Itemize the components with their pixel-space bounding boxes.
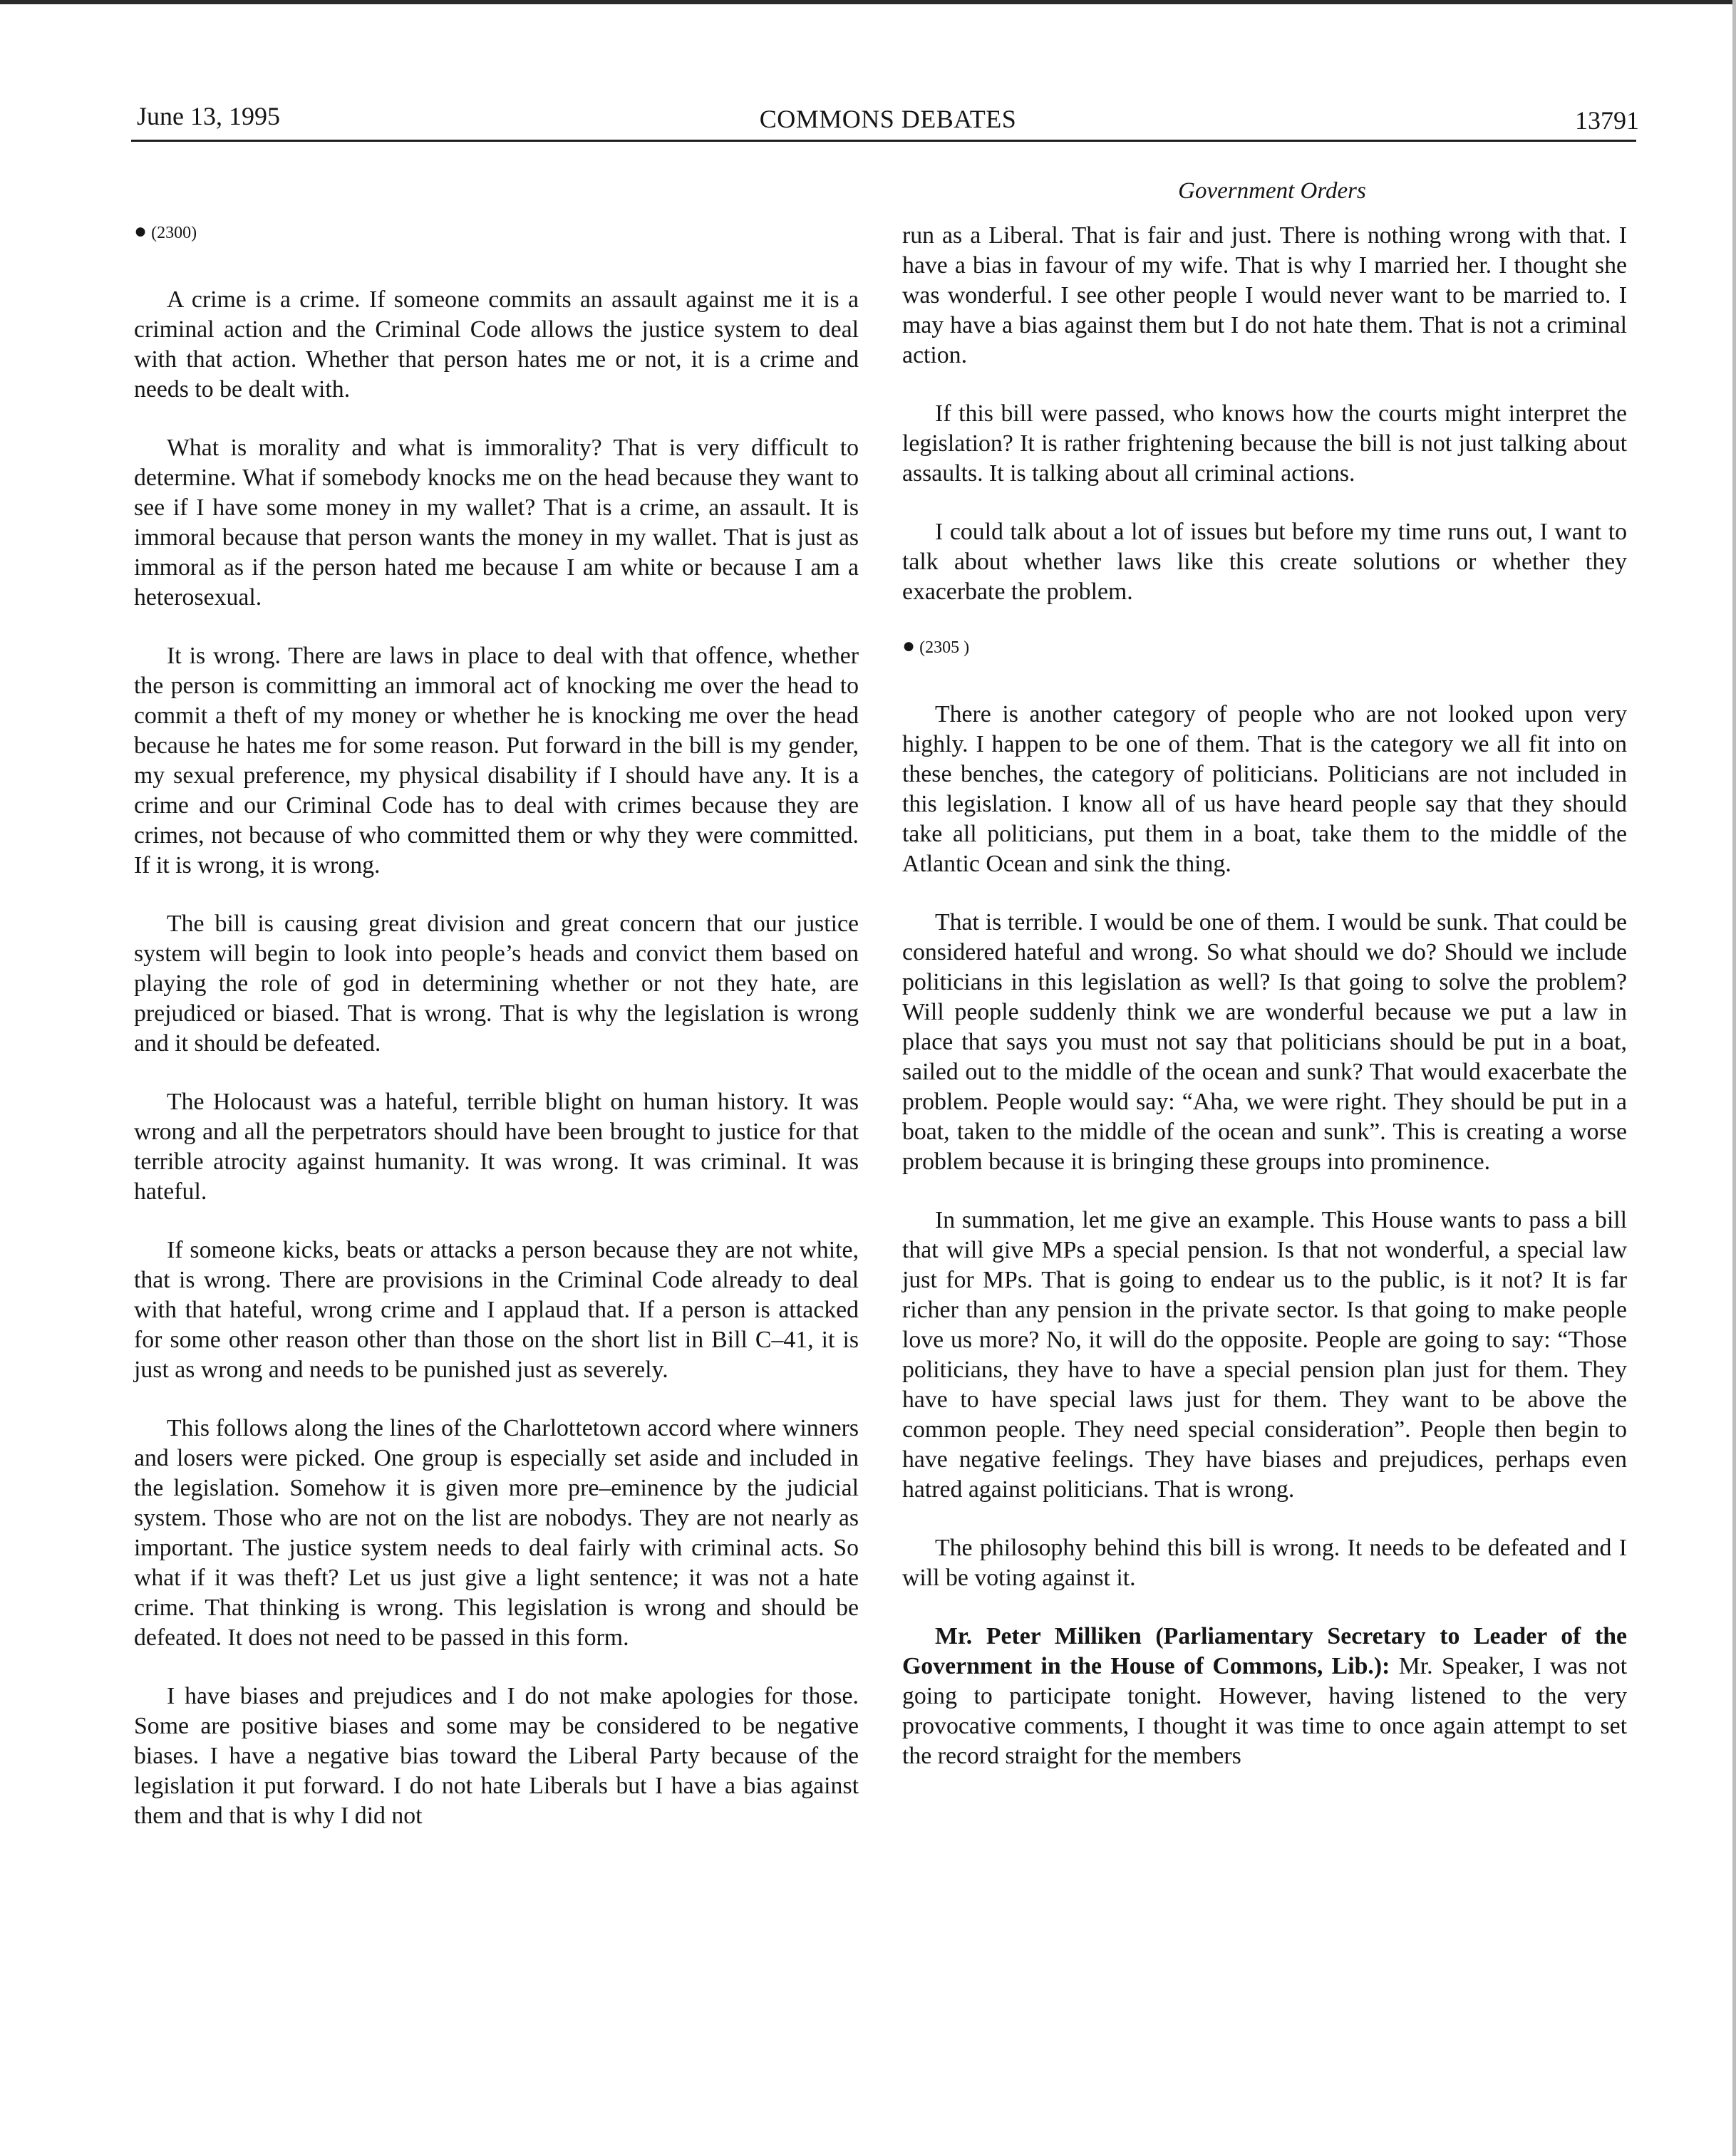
paragraph: What is morality and what is immorality? That is very difficult to determine. What if somebody knocks me on the head because they want to see if I have some money in my wallet? That is a crime, an assault. It is immoral because that person wants the money in my wallet. That is just as immoral as if the person hated me because I am white or because I am a heterosexual. — [134, 435, 859, 611]
paragraph: If this bill were passed, who knows how the courts might interpret the legislation? It is rather frightening because the bill is not just talking about assaults. It is talking about all criminal actions. — [902, 400, 1627, 487]
paragraph: In summation, let me give an example. This House wants to pass a bill that will give MPs a special pension. Is that not wonderful, a special law just for MPs. That is going to endear us to the public, is it not? It is far richer than any pension in the private sector. Is that going to make people love us more? No, it will do the opposite. People are going to say: “Those politicians, they have to have a special pension plan just for them. They have to have special laws just for them. They want to be above the common people. They need special consideration”. People then begin to have negative feelings. They have biases and prejudices, perhaps even hatred against politicians. That is wrong. — [902, 1207, 1627, 1503]
speaker-text: Mr. Speaker, I was not going to participate tonight. However, having listened to the very provocative comments, I thought it was time to once again attempt to set the record straight for the members — [902, 1653, 1627, 1769]
speaker-paragraph — [902, 1622, 1627, 1771]
time-marker-label: (2300) — [151, 224, 197, 242]
header-page-number: 13791 — [1575, 106, 1639, 135]
time-marker — [134, 221, 859, 244]
paragraph: A crime is a crime. If someone commits an assault against me it is a criminal action and the Criminal Code allows the justice system to deal with that action. Whether that person hates me or not, it is a crime and needs to be dealt with. — [134, 286, 859, 403]
paragraph: run as a Liberal. That is fair and just. There is nothing wrong with that. I have a bias in favour of my wife. That is why I married her. I thought she was wonderful. I see other people I would never want to be married to. I may have a bias against them but I do not hate them. That is not a criminal action. — [902, 222, 1627, 368]
paragraph: The bill is causing great division and great concern that our justice system will begin to look into people’s heads and convict them based on playing the role of god in determining whether or not they hate, are prejudiced or biased. That is wrong. That is why the legislation is wrong and it should be defeated. — [134, 911, 859, 1057]
page-right-edge — [1732, 0, 1736, 2156]
header-date: June 13, 1995 — [137, 102, 280, 130]
paragraph: The philosophy behind this bill is wrong. It needs to be defeated and I will be voting against it. — [902, 1535, 1627, 1591]
header-divider — [131, 140, 1636, 142]
bullet-icon: ● — [134, 219, 148, 243]
paragraph: I have biases and prejudices and I do not make apologies for those. Some are positive biases and some may be considered to be negative biases. I have a negative bias toward the Liberal Party because of the legislation it put forward. I do not hate Liberals but I have a bias against them and that is why I did not — [134, 1683, 859, 1829]
header-journal-title: COMMONS DEBATES — [759, 105, 1017, 133]
section-label: Government Orders — [1178, 178, 1366, 204]
speaker-name: Mr. Peter Milliken (Parliamentary Secretary to Leader of the Government in the House of Commons, Lib.): — [902, 1623, 1627, 1679]
paragraph: It is wrong. There are laws in place to deal with that offence, whether the person is committing an immoral act of knocking me over the head to commit a theft of my money or whether he is knocking me over the head because he hates me for some reason. Put forward in the bill is my gender, my sexual preference, my physical disability if I should have any. It is a crime and our Criminal Code has to deal with crimes because they are crimes, not because of who committed them or why they were committed. If it is wrong, it is wrong. — [134, 643, 859, 879]
paragraph: If someone kicks, beats or attacks a person because they are not white, that is wrong. There are provisions in the Criminal Code already to deal with that hateful, wrong crime and I applaud that. If a person is attacked for some other reason other than those on the short list in Bill C–41, it is just as wrong and needs to be punished just as severely. — [134, 1237, 859, 1383]
paragraph: The Holocaust was a hateful, terrible blight on human history. It was wrong and all the perpetrators should have been brought to justice for that terrible atrocity against humanity. It was wrong. It was criminal. It was hateful. — [134, 1089, 859, 1205]
time-marker-label: (2305 ) — [919, 638, 970, 657]
page-top-edge — [0, 0, 1736, 4]
paragraph: I could talk about a lot of issues but before my time runs out, I want to talk about whether laws like this create solutions or whether they exacerbate the problem. — [902, 519, 1627, 605]
page-header — [137, 101, 1639, 141]
bullet-icon: ● — [902, 634, 916, 658]
paragraph: There is another category of people who are not looked upon very highly. I happen to be one of them. That is the category we all fit into on these benches, the category of politicians. Politicians are not included in this legislation. I know all of us have heard people say that they should take all politicians, put them in a boat, take them to the middle of the Atlantic Ocean and sink the thing. — [902, 701, 1627, 877]
time-marker — [902, 636, 1627, 658]
paragraph: That is terrible. I would be one of them. I would be sunk. That could be considered hateful and wrong. So what should we do? Should we include politicians in this legislation as well? Is that going to solve the problem? Will people suddenly think we are wonderful because we put a law in place that says you must not say that politicians should be put in a boat, sailed out to the middle of the ocean and sunk? That would exacerbate the problem. People would say: “Aha, we were right. They should be put in a boat, taken to the middle of the ocean and sunk”. This is creating a worse problem because it is bringing these groups into prominence. — [902, 909, 1627, 1175]
paragraph: This follows along the lines of the Charlottetown accord where winners and losers were picked. One group is especially set aside and included in the legislation. Somehow it is given more pre–eminence by the judicial system. Those who are not on the list are nobodys. They are not nearly as important. The justice system needs to deal fairly with criminal acts. So what if it was theft? Let us just give a light sentence; it was not a hate crime. That thinking is wrong. This legislation is wrong and should be defeated. It does not need to be passed in this form. — [134, 1415, 859, 1651]
left-column — [134, 221, 859, 1860]
right-column — [902, 221, 1627, 1800]
